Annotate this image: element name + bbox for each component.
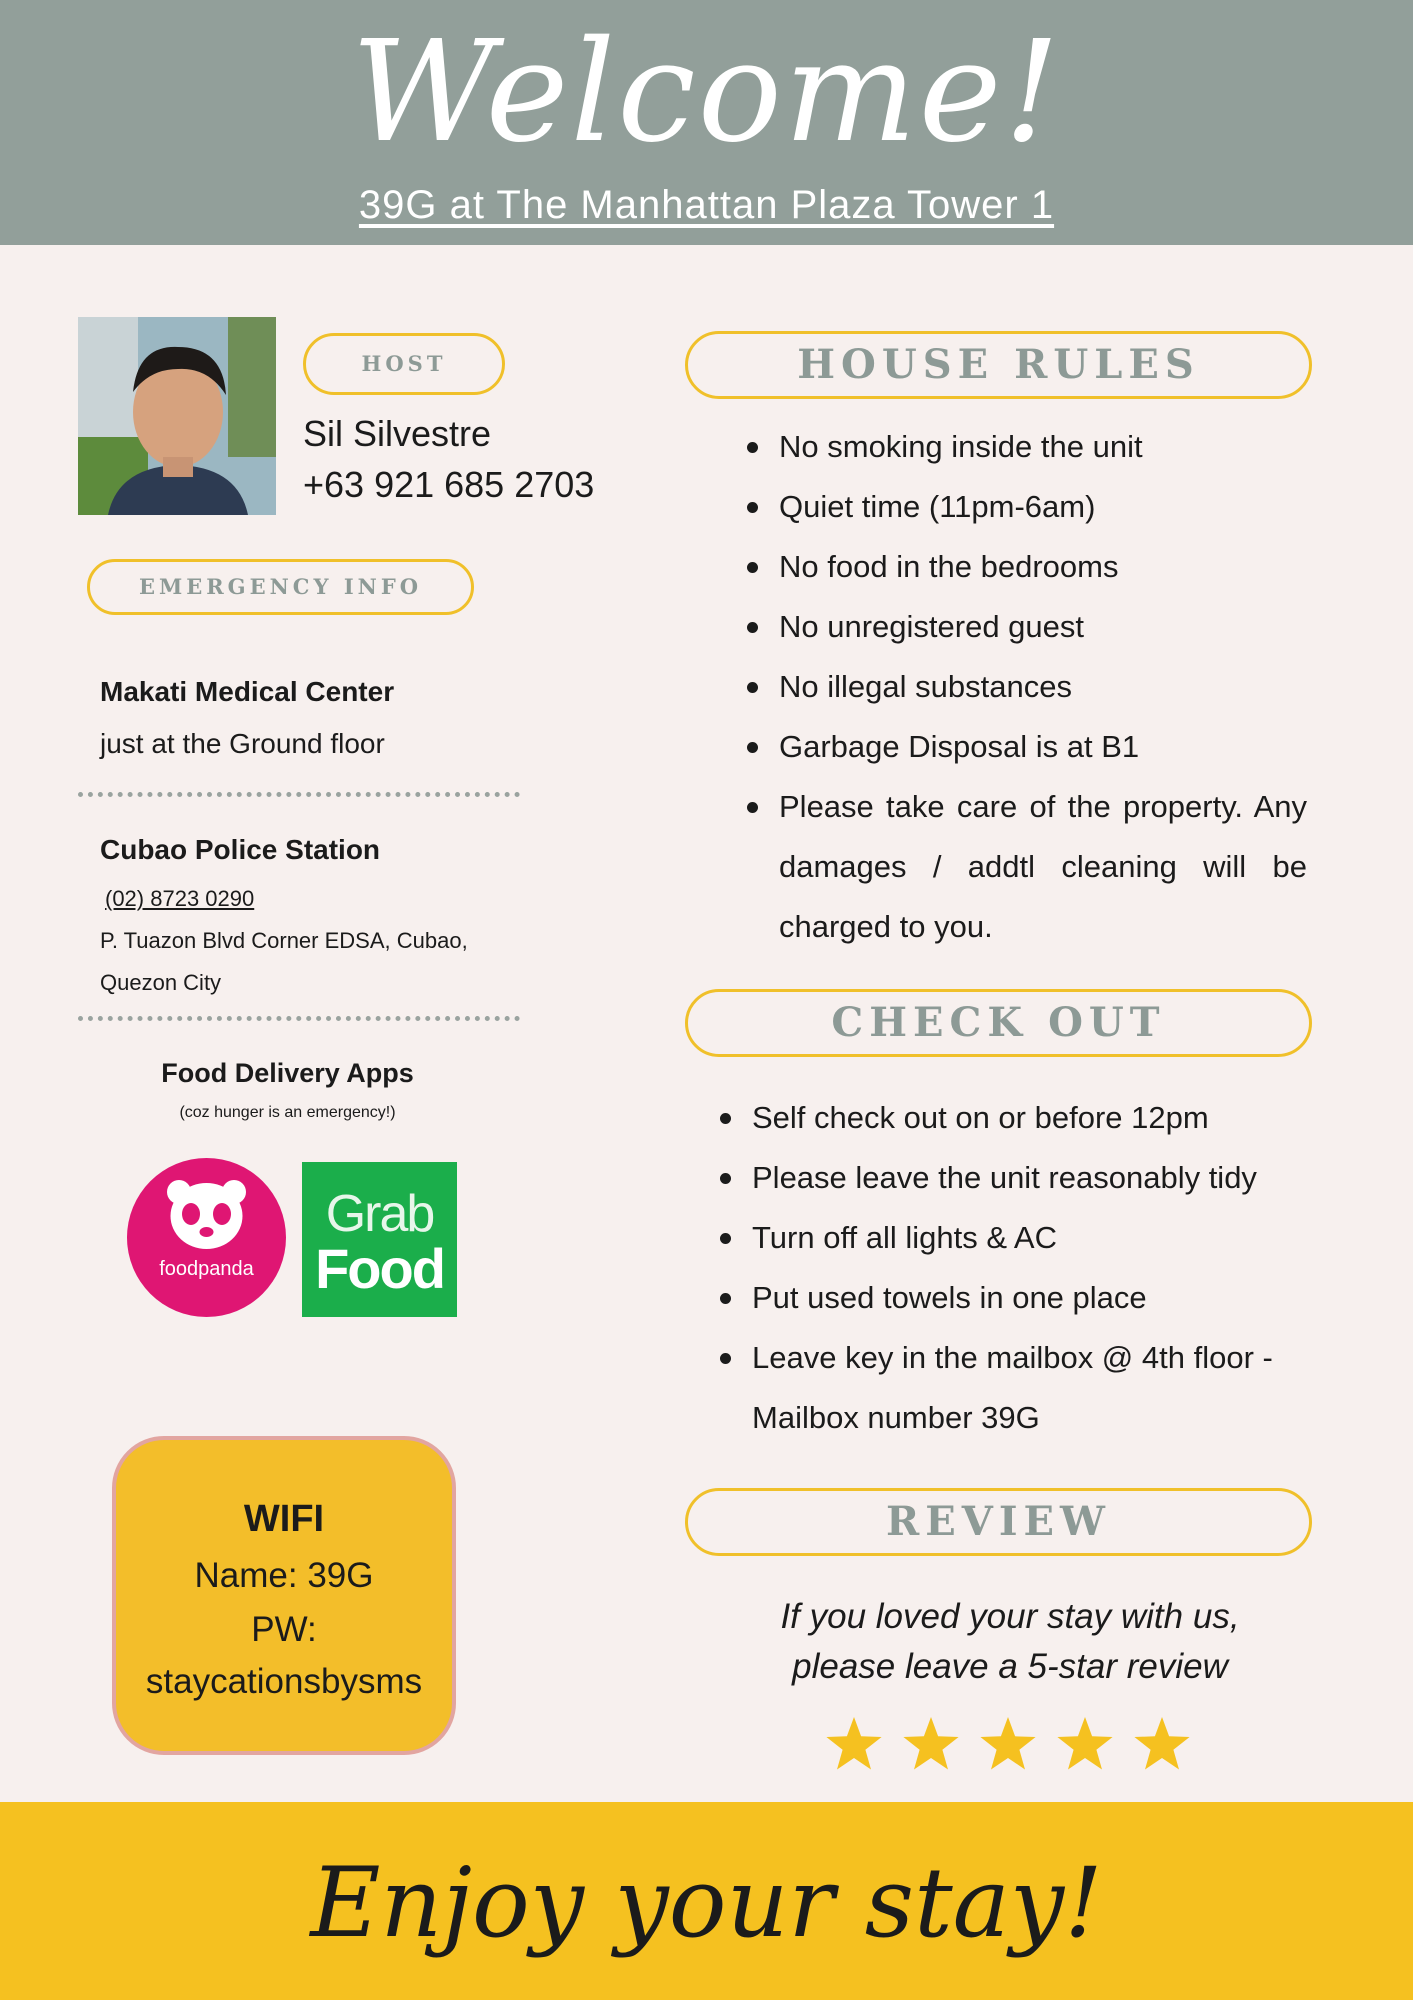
food-apps-subtitle: (coz hunger is an emergency!) (179, 1104, 396, 1121)
star-icon (903, 1717, 958, 1770)
food-apps-title: Food Delivery Apps (161, 1058, 414, 1088)
divider (78, 1016, 520, 1021)
list-item: No food in the bedrooms (747, 537, 1307, 597)
wifi-network-name: Name: 39G (194, 1556, 374, 1595)
wifi-password: staycationsbysms (145, 1662, 423, 1701)
star-rating[interactable] (820, 1712, 1200, 1780)
wifi-title: WIFI (243, 1498, 325, 1540)
panda-icon (127, 1158, 286, 1317)
list-item: No unregistered guest (747, 597, 1307, 657)
host-photo (78, 317, 276, 515)
review-line: If you loved your stay with us, (780, 1597, 1240, 1636)
star-icon (1134, 1717, 1189, 1770)
list-item: No smoking inside the unit (747, 417, 1307, 477)
list-item: Garbage Disposal is at B1 (747, 717, 1307, 777)
wifi-password-label: PW: (251, 1610, 317, 1649)
list-item: No illegal substances (747, 657, 1307, 717)
check-out-list (720, 1088, 1332, 1448)
list-item: Please take care of the property. Any damages / addtl cleaning will be charged to you. (747, 777, 1307, 957)
review-label: REVIEW (685, 1488, 1312, 1556)
foodpanda-wordmark: foodpanda (159, 1258, 254, 1280)
house-rules-list (747, 417, 1307, 957)
host-phone: +63 921 685 2703 (303, 464, 595, 505)
grabfood-logo[interactable] (302, 1162, 457, 1317)
list-item: Self check out on or before 12pm (720, 1088, 1332, 1148)
hospital-name: Makati Medical Center (100, 676, 395, 707)
police-phone-link[interactable]: (02) 8723 0290 (105, 886, 255, 911)
list-item: Quiet time (11pm-6am) (747, 477, 1307, 537)
property-subtitle: 39G at The Manhattan Plaza Tower 1 (358, 183, 1055, 227)
emergency-info-label: EMERGENCY INFO (87, 559, 474, 615)
house-rules-label: HOUSE RULES (685, 331, 1312, 399)
star-icon (1057, 1717, 1112, 1770)
host-label: HOST (303, 333, 505, 395)
star-icon (980, 1717, 1035, 1770)
police-station-name: Cubao Police Station (100, 834, 381, 865)
list-item: Turn off all lights & AC (720, 1208, 1332, 1268)
footer-banner (0, 1802, 1413, 2000)
header-banner (0, 0, 1413, 245)
list-item: Leave key in the mailbox @ 4th floor - Mailbox number 39G (720, 1328, 1332, 1448)
food-wordmark: Food (315, 1237, 444, 1300)
review-message (700, 1592, 1320, 1692)
wifi-card (112, 1436, 456, 1755)
check-out-label: CHECK OUT (685, 989, 1312, 1057)
police-address-line: Quezon City (100, 970, 222, 995)
foodpanda-logo[interactable] (127, 1158, 286, 1317)
welcome-title: Welcome! (351, 11, 1062, 174)
footer-message: Enjoy your stay! (310, 1847, 1103, 1959)
police-address-line: P. Tuazon Blvd Corner EDSA, Cubao, (100, 928, 468, 953)
host-name: Sil Silvestre (303, 413, 492, 454)
list-item: Please leave the unit reasonably tidy (720, 1148, 1332, 1208)
review-line: please leave a 5-star review (792, 1647, 1228, 1686)
star-icon (826, 1717, 881, 1770)
hospital-note: just at the Ground floor (100, 728, 385, 759)
list-item: Put used towels in one place (720, 1268, 1332, 1328)
grab-wordmark: Grab (325, 1185, 434, 1243)
divider (78, 792, 520, 797)
